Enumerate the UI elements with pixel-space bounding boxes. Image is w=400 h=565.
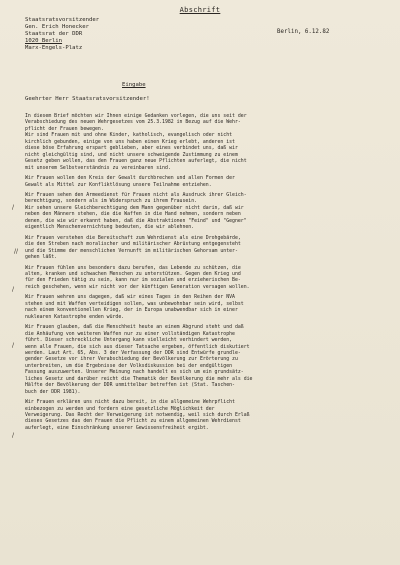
text-line: dieses Gesetzes das den Frauen die Pflicht zu einem allgemeinen Wehrdienst: [25, 418, 241, 425]
text-line: wenn alle Frauen, die sich aus dieser Tatsache ergeben, öffentlich diskutiert: [25, 343, 250, 350]
salutation: Geehrter Herr Staatsratsvorsitzender!: [25, 96, 150, 102]
text-line: diese böse Erfahrung erspart geblieben, aber eines verbindet uns, daß wir: [25, 145, 238, 152]
text-line: die Anhäufung von weiteren Waffen nur zu einer vollständigen Katastrophe: [25, 330, 235, 337]
text-line: nach einem konventionellen Krieg, der in Europa unabwendbar sich in einer: [25, 307, 238, 314]
text-line: Fassung auszuwerten. Unserer Meinung nach handelt es sich um ein grundsätz-: [25, 369, 244, 376]
text-line: die den Streben nach moralischer und militärischer Abrüstung entgegensteht: [25, 241, 241, 248]
subject-line: Eingabe: [122, 82, 146, 88]
text-line: neben den Männern stehen, die die Waffen in die Hand nehmen, sondern neben: [25, 211, 241, 218]
text-line: liches Gesetz und darüber reicht die Thematik der Bevölkerung die mehr als die: [25, 375, 253, 382]
text-line: Wir Frauen erklären uns nicht dazu bereit, in die allgemeine Wehrpflicht: [25, 399, 235, 406]
address-line: Marx-Engels-Platz: [25, 44, 83, 51]
text-line: Wir Frauen sehen den Armeedienst für Frauen nicht als Ausdruck ihrer Gleich-: [25, 191, 247, 198]
margin-mark: /: [12, 286, 15, 293]
address-line: 1020 Berlin: [25, 37, 63, 44]
text-line: Gesetz geben wollen, das den Frauen ganz neue Pflichten auferlegt, die nicht: [25, 158, 247, 165]
text-line: stehen und mit Waffen verteidigen sollen, was unbewohnbar sein wird, selbst: [25, 300, 244, 307]
text-line: Wir Frauen fühlen uns besonders dazu berufen, das Lebende zu schützen, die: [25, 264, 241, 271]
text-line: alten, kranken und schwachen Menschen zu unterstützen. Gegen den Krieg und: [25, 270, 241, 277]
text-line: kirchlich gebunden, einige von uns haben einen Krieg erlebt, anderen ist: [25, 138, 235, 145]
text-line: Wir Frauen verstehen die Bereitschaft zum Wehrdienst als eine Drohgebärde,: [25, 234, 241, 241]
text-line: buch der DDR 1981).: [25, 388, 81, 395]
text-line: unterbreiten, um die Ergebnisse der Volksdiskussion bei der endgültigen: [25, 362, 233, 369]
date-line: Berlin, 6.12.82: [277, 29, 330, 35]
letter-paragraph: [25, 399, 393, 431]
text-line: führt. Dieser schreckliche Untergang kann vielleicht verhindert werden,: [25, 337, 233, 344]
text-line: Hälfte der Bevölkerung der DDR unmittelbar betreffen ist (Stat. Taschen-: [25, 382, 235, 389]
text-line: für den Frieden tätig zu sein, kann nur im sozialen und erzieherischen Be-: [25, 277, 241, 284]
text-line: auferlegt, eine Einschränkung unserer Gewissensfreiheit ergibt.: [25, 424, 209, 431]
text-line: Wir Frauen wehren uns dagegen, daß wir eines Tages in den Reihen der NVA: [25, 294, 235, 301]
text-line: nuklearen Katastrophe enden würde.: [25, 313, 125, 320]
text-line: Gewalt als Mittel zur Konfliktlösung unsere Teilnahme entziehen.: [25, 181, 212, 188]
text-line: berechtigung, sondern als im Widerspruch zu ihrem Frausein.: [25, 198, 198, 205]
text-line: denen, die wie wir erkannt haben, daß die Abstraktionen "Feind" und "Gegner": [25, 217, 247, 224]
text-line: Wir sind Frauen mit und ohne Kinder, katholisch, evangelisch oder nicht: [25, 132, 233, 139]
text-line: Wir sehen unsere Gleichberechtigung dem Mann gegenüber nicht darin, daß wir: [25, 204, 244, 211]
text-line: einbezogen zu werden und fordern eine gesetzliche Möglichkeit der: [25, 405, 215, 412]
text-line: Wir Frauen wollen den Kreis der Gewalt durchbrechen und allen Formen der: [25, 175, 235, 182]
text-line: werden. Laut Art. 65, Abs. 3 der Verfassung der DDR sind Entwürfe grundle-: [25, 349, 241, 356]
text-line: gehen läßt.: [25, 254, 58, 261]
address-line: Gen. Erich Honecker: [25, 23, 89, 30]
text-line: reich geschehen, wenn wir nicht vor der künftigen Generation versagen wollen.: [25, 283, 250, 290]
margin-mark: //: [14, 248, 19, 255]
text-line: In diesem Brief möchten wir Ihnen einige Gedanken vorlegen, die uns seit der: [25, 113, 247, 119]
text-line: Wir Frauen glauben, daß die Menschheit heute an einem Abgrund steht und daß: [25, 324, 244, 331]
text-line: eigentlich Menschenvernichtung bedeuten, die wir ablehnen.: [25, 224, 195, 231]
text-line: nicht gleichgültig sind, und nicht unsere schweigende Zustimmung zu einem: [25, 151, 238, 158]
margin-mark: /: [12, 204, 15, 211]
letter-paragraph: [25, 192, 393, 231]
address-line: Staatsrat der DDR: [25, 30, 83, 37]
letter-paragraph: [25, 175, 393, 188]
text-line: Verabschiedung des neuen Wehrgesetzes vom 25.3.1982 in Bezug auf die Wehr-: [25, 119, 241, 126]
text-line: pflicht der Frauen bewegen.: [25, 125, 104, 132]
text-line: Verweigerung. Das Recht der Verweigerung ist notwendig, weil sich durch Erlaß: [25, 412, 250, 419]
address-line: Staatsratsvorsitzender: [25, 17, 100, 23]
letter-paragraph: [25, 294, 393, 320]
text-line: und die Stimme der menschlichen Vernunft im militärischen Gehorsam unter-: [25, 247, 238, 254]
document-heading: Abschrift: [179, 6, 221, 14]
letter-body: [25, 113, 393, 435]
letter-paragraph: [25, 235, 393, 261]
margin-mark: /: [12, 342, 15, 349]
margin-mark: /: [12, 432, 15, 439]
letter-paragraph: [25, 113, 393, 171]
recipient-address: [25, 17, 99, 52]
text-line: gender Gesetze vor ihrer Verabschiedung der Bevölkerung zur Erörterung zu: [25, 356, 238, 363]
letter-paragraph: [25, 324, 393, 395]
letter-paragraph: [25, 265, 393, 291]
text-line: mit unserem Selbstverständnis zu vereinbaren sind.: [25, 164, 171, 171]
